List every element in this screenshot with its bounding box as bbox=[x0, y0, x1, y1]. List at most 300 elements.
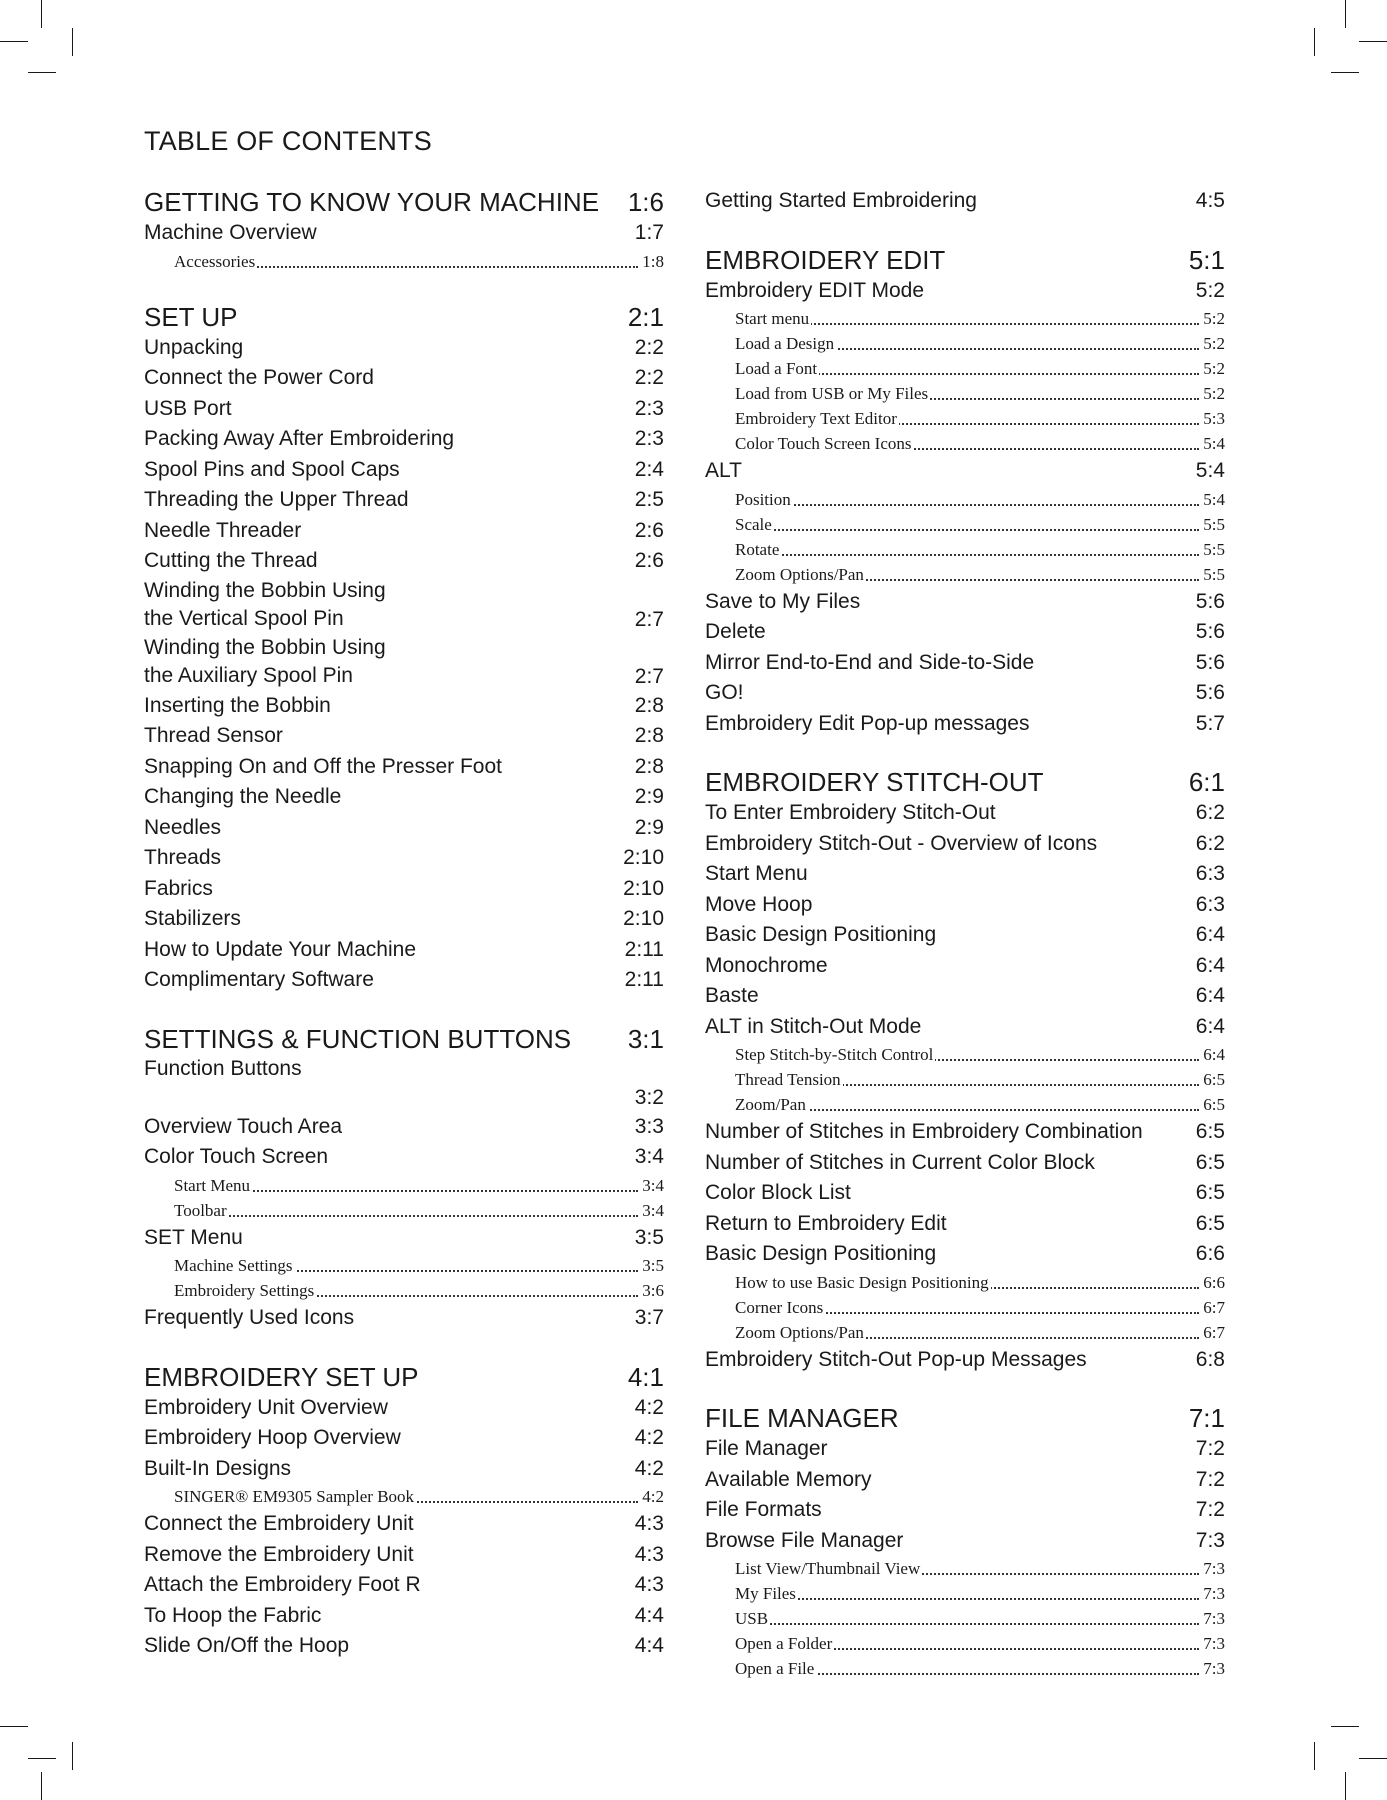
toc-subentry[interactable] bbox=[144, 1484, 664, 1509]
toc-entry[interactable] bbox=[144, 1112, 664, 1143]
toc-section-heading[interactable] bbox=[705, 766, 1225, 798]
toc-entry[interactable] bbox=[144, 546, 664, 577]
entry-page: 6:4 bbox=[1195, 984, 1225, 1007]
entry-page: 2:4 bbox=[634, 457, 664, 481]
entry-title: Overview Touch Area bbox=[144, 1114, 343, 1138]
entry-page: 3:7 bbox=[634, 1306, 664, 1329]
entry-title: Baste bbox=[705, 984, 759, 1007]
subentry-title: How to use Basic Design Positioning bbox=[735, 1272, 989, 1292]
entry-page: 2:10 bbox=[623, 907, 664, 930]
entry-page: 6:3 bbox=[1195, 862, 1225, 885]
entry-title: Color Touch Screen bbox=[144, 1145, 329, 1168]
entry-page: 2:7 bbox=[634, 607, 664, 631]
entry-title: Save to My Files bbox=[705, 589, 861, 613]
dot-leader bbox=[735, 554, 1199, 556]
subentry-page: 5:4 bbox=[1203, 434, 1225, 453]
section-page: 2:1 bbox=[627, 301, 664, 332]
toc-entry[interactable] bbox=[705, 859, 1225, 890]
entry-page: 2:6 bbox=[634, 549, 664, 572]
entry-title: To Enter Embroidery Stitch-Out bbox=[705, 801, 996, 824]
toc-subentry[interactable] bbox=[144, 1278, 664, 1303]
entry-page: 2:8 bbox=[634, 724, 664, 747]
subentry-page: 5:2 bbox=[1203, 359, 1225, 378]
subentry-page: 7:3 bbox=[1203, 1609, 1225, 1628]
toc-entry[interactable] bbox=[144, 1601, 664, 1632]
toc-column-left bbox=[144, 186, 664, 1662]
toc-entry[interactable] bbox=[144, 424, 664, 455]
toc-entry[interactable] bbox=[144, 363, 664, 394]
entry-page: 7:2 bbox=[1195, 1467, 1225, 1491]
entry-title: Available Memory bbox=[705, 1467, 872, 1491]
dot-leader bbox=[735, 1598, 1199, 1600]
dot-leader bbox=[174, 1215, 638, 1217]
subentry-title: Machine Settings bbox=[174, 1256, 293, 1275]
subentry-title: Rotate bbox=[735, 539, 780, 559]
toc-section-heading[interactable] bbox=[144, 1361, 664, 1393]
crop-mark bbox=[1314, 1742, 1315, 1770]
entry-page: 5:6 bbox=[1195, 650, 1225, 674]
entry-title: SET Menu bbox=[144, 1225, 243, 1249]
entry-title: Return to Embroidery Edit bbox=[705, 1211, 947, 1235]
entry-page: 6:5 bbox=[1195, 1120, 1225, 1143]
entry-title: File Formats bbox=[705, 1498, 822, 1521]
toc-entry[interactable] bbox=[705, 829, 1225, 860]
entry-page: 2:3 bbox=[634, 396, 664, 420]
entry-title: Move Hoop bbox=[705, 892, 813, 916]
section-title: SET UP bbox=[144, 301, 238, 332]
dot-leader bbox=[735, 504, 1199, 506]
toc-entry[interactable] bbox=[144, 691, 664, 722]
subentry-page: 3:6 bbox=[642, 1281, 664, 1300]
subentry-title: Corner Icons bbox=[735, 1297, 824, 1317]
page-title: TABLE OF CONTENTS bbox=[144, 126, 432, 156]
entry-title: Stabilizers bbox=[144, 907, 241, 930]
entry-page: 1:7 bbox=[634, 221, 664, 244]
entry-title: Color Block List bbox=[705, 1181, 851, 1204]
crop-mark bbox=[72, 1742, 73, 1770]
entry-page: 4:2 bbox=[634, 1456, 664, 1480]
crop-mark bbox=[1345, 0, 1346, 28]
toc-subentry[interactable] bbox=[705, 1656, 1225, 1681]
entry-title: Cutting the Thread bbox=[144, 549, 318, 572]
crop-mark bbox=[41, 0, 42, 28]
entry-page: 6:4 bbox=[1195, 1014, 1225, 1038]
toc-entry[interactable] bbox=[144, 1540, 664, 1571]
subentry-page: 5:2 bbox=[1203, 334, 1225, 353]
toc-entry[interactable] bbox=[144, 721, 664, 752]
toc-subentry[interactable] bbox=[705, 431, 1225, 456]
entry-page: 6:3 bbox=[1195, 892, 1225, 916]
crop-mark bbox=[1331, 1726, 1359, 1727]
subentry-title: Thread Tension bbox=[735, 1070, 841, 1089]
subentry-title: Load a Design bbox=[735, 334, 835, 353]
subentry-title: Position bbox=[735, 489, 791, 509]
toc-section-heading[interactable] bbox=[144, 186, 664, 218]
entry-page: 2:9 bbox=[634, 785, 664, 808]
subentry-title: Zoom Options/Pan bbox=[735, 564, 864, 584]
entry-title: Attach the Embroidery Foot R bbox=[144, 1573, 421, 1596]
entry-title: Basic Design Positioning bbox=[705, 1242, 937, 1265]
subentry-title: Open a Folder bbox=[735, 1634, 833, 1653]
toc-entry[interactable] bbox=[705, 1012, 1225, 1043]
toc-entry[interactable] bbox=[705, 709, 1225, 740]
subentry-title: Zoom Options/Pan bbox=[735, 1322, 864, 1342]
entry-title: How to Update Your Machine bbox=[144, 937, 417, 961]
subentry-page: 6:7 bbox=[1203, 1297, 1225, 1317]
entry-title: Browse File Manager bbox=[705, 1528, 904, 1552]
entry-page: 2:2 bbox=[634, 366, 664, 389]
section-page: 6:1 bbox=[1188, 767, 1225, 797]
subentry-page: 6:5 bbox=[1203, 1070, 1225, 1089]
entry-title: Function Buttons bbox=[144, 1056, 302, 1080]
entry-title: To Hoop the Fabric bbox=[144, 1603, 322, 1627]
subentry-page: 5:5 bbox=[1203, 514, 1225, 534]
toc-entry[interactable] bbox=[705, 1239, 1225, 1270]
subentry-page: 3:5 bbox=[642, 1256, 664, 1275]
entry-title: Snapping On and Off the Presser Foot bbox=[144, 754, 502, 778]
entry-title: Number of Stitches in Embroidery Combination bbox=[705, 1120, 1143, 1143]
toc-subentry[interactable] bbox=[144, 1253, 664, 1278]
toc-entry[interactable] bbox=[705, 1434, 1225, 1465]
subentry-title: Embroidery Settings bbox=[174, 1281, 315, 1300]
toc-entry[interactable] bbox=[705, 1209, 1225, 1240]
subentry-title: USB bbox=[735, 1609, 769, 1628]
entry-title: Thread Sensor bbox=[144, 724, 283, 747]
subentry-title: Step Stitch-by-Stitch Control bbox=[735, 1045, 934, 1064]
toc-entry[interactable] bbox=[705, 1465, 1225, 1496]
subentry-title: Open a File bbox=[735, 1659, 815, 1678]
toc-entry[interactable] bbox=[144, 965, 664, 996]
entry-title: Connect the Embroidery Unit bbox=[144, 1512, 414, 1535]
toc-entry[interactable] bbox=[705, 1148, 1225, 1179]
subentry-page: 1:8 bbox=[642, 251, 664, 271]
subentry-title: Load from USB or My Files bbox=[735, 384, 929, 403]
entry-page: 7:3 bbox=[1195, 1528, 1225, 1552]
toc-subentry[interactable] bbox=[705, 406, 1225, 431]
toc-subentry[interactable] bbox=[144, 1198, 664, 1223]
toc-entry[interactable] bbox=[144, 516, 664, 547]
toc-section-heading[interactable] bbox=[705, 244, 1225, 276]
section-page: 3:1 bbox=[627, 1023, 664, 1054]
crop-mark bbox=[1359, 41, 1387, 42]
entry-page: 6:8 bbox=[1195, 1347, 1225, 1371]
entry-page: 2:6 bbox=[634, 518, 664, 542]
toc-entry[interactable] bbox=[705, 617, 1225, 648]
entry-page: 6:4 bbox=[1195, 953, 1225, 977]
entry-title: Basic Design Positioning bbox=[705, 923, 937, 946]
crop-mark bbox=[28, 1758, 56, 1759]
toc-column-right bbox=[705, 186, 1225, 1681]
subentry-title: Scale bbox=[735, 514, 772, 534]
toc-entry[interactable] bbox=[144, 782, 664, 813]
toc-entry[interactable] bbox=[705, 981, 1225, 1012]
entry-title: Winding the Bobbin Using the Auxiliary Spool Pin bbox=[144, 635, 386, 687]
toc-entry[interactable] bbox=[144, 455, 664, 486]
entry-title: Unpacking bbox=[144, 335, 244, 359]
entry-page: 2:10 bbox=[623, 876, 664, 900]
entry-page: 2:11 bbox=[624, 937, 664, 961]
entry-title: Threads bbox=[144, 846, 222, 869]
toc-entry[interactable] bbox=[144, 1303, 664, 1334]
subentry-page: 3:4 bbox=[642, 1200, 664, 1220]
toc-subentry[interactable] bbox=[705, 1320, 1225, 1345]
entry-title: Embroidery Stitch-Out - Overview of Icons bbox=[705, 831, 1098, 855]
subentry-title: Toolbar bbox=[174, 1200, 227, 1220]
entry-title: Inserting the Bobbin bbox=[144, 693, 331, 717]
toc-section-heading[interactable] bbox=[144, 301, 664, 333]
subentry-page: 5:4 bbox=[1203, 489, 1225, 509]
section-title: EMBROIDERY STITCH-OUT bbox=[705, 767, 1044, 797]
entry-page: 2:2 bbox=[634, 335, 664, 359]
subentry-page: 5:5 bbox=[1203, 564, 1225, 584]
subentry-title: SINGER® EM9305 Sampler Book bbox=[174, 1487, 415, 1506]
crop-mark bbox=[1359, 1758, 1387, 1759]
toc-entry[interactable] bbox=[144, 843, 664, 874]
entry-page: 2:10 bbox=[623, 846, 664, 869]
toc-subentry[interactable] bbox=[705, 1042, 1225, 1067]
entry-page: 6:6 bbox=[1195, 1242, 1225, 1265]
entry-title: File Manager bbox=[705, 1437, 828, 1460]
subentry-page: 5:2 bbox=[1203, 309, 1225, 328]
entry-page: 2:5 bbox=[634, 488, 664, 511]
entry-title: Mirror End-to-End and Side-to-Side bbox=[705, 650, 1035, 674]
entry-page: 2:9 bbox=[634, 815, 664, 839]
subentry-title: Start Menu bbox=[174, 1175, 251, 1195]
toc-section-heading[interactable] bbox=[705, 1402, 1225, 1434]
entry-page: 4:4 bbox=[634, 1603, 664, 1627]
dot-leader bbox=[735, 529, 1199, 531]
toc-entry[interactable] bbox=[144, 1509, 664, 1540]
toc-subentry[interactable] bbox=[705, 356, 1225, 381]
toc-entry[interactable] bbox=[705, 1178, 1225, 1209]
section-title: EMBROIDERY EDIT bbox=[705, 244, 946, 275]
entry-page: 5:6 bbox=[1195, 589, 1225, 613]
entry-title: Machine Overview bbox=[144, 221, 317, 244]
entry-title: ALT bbox=[705, 459, 742, 482]
toc-subentry[interactable] bbox=[705, 1606, 1225, 1631]
entry-page: 2:7 bbox=[634, 664, 664, 688]
entry-page: 4:3 bbox=[634, 1573, 664, 1596]
entry-title: Embroidery EDIT Mode bbox=[705, 278, 925, 302]
subentry-page: 7:3 bbox=[1203, 1584, 1225, 1603]
entry-title: Winding the Bobbin Using the Vertical Spool Pin bbox=[144, 578, 386, 630]
entry-page: 7:2 bbox=[1195, 1498, 1225, 1521]
toc-subentry[interactable] bbox=[705, 1092, 1225, 1117]
subentry-page: 7:3 bbox=[1203, 1559, 1225, 1578]
toc-entry[interactable] bbox=[705, 587, 1225, 618]
toc-entry[interactable] bbox=[144, 752, 664, 783]
entry-title: Complimentary Software bbox=[144, 968, 374, 991]
entry-page: 5:6 bbox=[1195, 681, 1225, 704]
entry-page: 5:4 bbox=[1195, 459, 1225, 482]
toc-entry[interactable] bbox=[705, 186, 1225, 217]
subentry-page: 6:4 bbox=[1203, 1045, 1225, 1064]
toc-subentry[interactable] bbox=[705, 1581, 1225, 1606]
toc-entry[interactable] bbox=[705, 1495, 1225, 1526]
toc-entry[interactable] bbox=[705, 951, 1225, 982]
crop-mark bbox=[72, 28, 73, 56]
toc-entry[interactable] bbox=[144, 935, 664, 966]
entry-title: Remove the Embroidery Unit bbox=[144, 1542, 414, 1566]
entry-page: 5:7 bbox=[1195, 711, 1225, 735]
entry-page: 4:5 bbox=[1195, 189, 1225, 212]
section-title: GETTING TO KNOW YOUR MACHINE bbox=[144, 187, 600, 217]
subentry-title: My Files bbox=[735, 1584, 796, 1603]
entry-page: 6:5 bbox=[1195, 1150, 1225, 1174]
entry-title: Embroidery Hoop Overview bbox=[144, 1426, 401, 1449]
toc-entry[interactable] bbox=[705, 276, 1225, 307]
entry-title: Embroidery Unit Overview bbox=[144, 1395, 388, 1419]
subentry-page: 7:3 bbox=[1203, 1634, 1225, 1653]
toc-entry[interactable] bbox=[144, 874, 664, 905]
entry-page: 4:3 bbox=[634, 1512, 664, 1535]
toc-entry[interactable] bbox=[144, 394, 664, 425]
entry-page: 2:3 bbox=[634, 427, 664, 450]
toc-subentry[interactable] bbox=[144, 1173, 664, 1198]
toc-entry[interactable] bbox=[144, 1570, 664, 1601]
subentry-title: Start menu bbox=[735, 309, 810, 328]
toc-subentry[interactable] bbox=[144, 249, 664, 274]
toc-subentry[interactable] bbox=[705, 306, 1225, 331]
section-page: 5:1 bbox=[1188, 244, 1225, 275]
entry-title: Threading the Upper Thread bbox=[144, 488, 409, 511]
entry-page: 5:6 bbox=[1195, 620, 1225, 643]
toc-entry[interactable] bbox=[144, 1454, 664, 1485]
subentry-page: 6:6 bbox=[1203, 1272, 1225, 1292]
section-page: 1:6 bbox=[627, 187, 664, 217]
toc-entry[interactable] bbox=[144, 1423, 664, 1454]
entry-title: Embroidery Stitch-Out Pop-up Messages bbox=[705, 1347, 1087, 1371]
entry-page: 4:4 bbox=[634, 1634, 664, 1657]
subentry-page: 7:3 bbox=[1203, 1659, 1225, 1678]
subentry-title: Accessories bbox=[174, 251, 256, 271]
subentry-title: Color Touch Screen Icons bbox=[735, 434, 912, 453]
entry-page: 4:2 bbox=[634, 1395, 664, 1419]
entry-title: Frequently Used Icons bbox=[144, 1306, 355, 1329]
toc-subentry[interactable] bbox=[705, 512, 1225, 537]
entry-page: 2:11 bbox=[624, 968, 664, 991]
entry-title: Start Menu bbox=[705, 862, 808, 885]
crop-mark bbox=[0, 1726, 28, 1727]
toc-subentry[interactable] bbox=[705, 1631, 1225, 1656]
toc-subentry[interactable] bbox=[705, 487, 1225, 512]
toc-subentry[interactable] bbox=[705, 1295, 1225, 1320]
toc-entry[interactable] bbox=[705, 456, 1225, 487]
toc-entry[interactable] bbox=[705, 798, 1225, 829]
subentry-page: 6:5 bbox=[1203, 1095, 1225, 1114]
toc-subentry[interactable] bbox=[705, 562, 1225, 587]
entry-page: 6:2 bbox=[1195, 801, 1225, 824]
entry-page: 2:8 bbox=[634, 754, 664, 778]
crop-mark bbox=[1331, 72, 1359, 73]
entry-title: Changing the Needle bbox=[144, 785, 342, 808]
entry-title: Getting Started Embroidering bbox=[705, 189, 977, 212]
entry-page: 5:2 bbox=[1195, 278, 1225, 302]
toc-entry[interactable] bbox=[705, 1117, 1225, 1148]
entry-title: ALT in Stitch-Out Mode bbox=[705, 1014, 922, 1038]
crop-mark bbox=[28, 72, 56, 73]
entry-page: 3:3 bbox=[634, 1114, 664, 1138]
entry-page: 6:5 bbox=[1195, 1181, 1225, 1204]
entry-page: 3:2 bbox=[634, 1085, 664, 1109]
toc-subentry[interactable] bbox=[705, 1556, 1225, 1581]
subentry-page: 5:5 bbox=[1203, 539, 1225, 559]
toc-entry[interactable] bbox=[144, 904, 664, 935]
section-page: 4:1 bbox=[627, 1361, 664, 1392]
toc-entry[interactable] bbox=[705, 890, 1225, 921]
subentry-title: List View/Thumbnail View bbox=[735, 1559, 921, 1578]
toc-entry[interactable] bbox=[705, 1345, 1225, 1376]
crop-mark bbox=[0, 41, 28, 42]
entry-title: Slide On/Off the Hoop bbox=[144, 1634, 350, 1657]
entry-page: 6:5 bbox=[1195, 1211, 1225, 1235]
section-title: EMBROIDERY SET UP bbox=[144, 1361, 419, 1392]
toc-entry[interactable] bbox=[144, 1055, 664, 1112]
entry-title: Number of Stitches in Current Color Block bbox=[705, 1150, 1095, 1174]
toc-entry[interactable] bbox=[144, 333, 664, 364]
entry-page: 6:2 bbox=[1195, 831, 1225, 855]
entry-title: USB Port bbox=[144, 396, 232, 420]
entry-title: Delete bbox=[705, 620, 766, 643]
toc-entry[interactable] bbox=[144, 1393, 664, 1424]
toc-section-heading[interactable] bbox=[144, 1023, 664, 1055]
entry-title: Connect the Power Cord bbox=[144, 366, 374, 389]
toc-entry[interactable] bbox=[705, 648, 1225, 679]
entry-title: Spool Pins and Spool Caps bbox=[144, 457, 400, 481]
entry-page: 2:8 bbox=[634, 693, 664, 717]
section-page: 7:1 bbox=[1188, 1403, 1225, 1433]
subentry-page: 6:7 bbox=[1203, 1322, 1225, 1342]
subentry-page: 3:4 bbox=[642, 1175, 664, 1195]
toc-entry[interactable] bbox=[144, 813, 664, 844]
entry-title: Packing Away After Embroidering bbox=[144, 427, 455, 450]
entry-page: 3:5 bbox=[634, 1225, 664, 1249]
toc-subentry[interactable] bbox=[705, 1067, 1225, 1092]
dot-leader bbox=[735, 1623, 1199, 1625]
toc-subentry[interactable] bbox=[705, 331, 1225, 356]
toc-entry[interactable] bbox=[144, 1142, 664, 1173]
entry-page: 4:2 bbox=[634, 1426, 664, 1449]
crop-mark bbox=[1345, 1772, 1346, 1800]
entry-page: 4:3 bbox=[634, 1542, 664, 1566]
crop-mark bbox=[1314, 28, 1315, 56]
entry-title: Fabrics bbox=[144, 876, 213, 900]
toc-subentry[interactable] bbox=[705, 1270, 1225, 1295]
toc-entry[interactable] bbox=[144, 1631, 664, 1662]
toc-entry[interactable] bbox=[144, 577, 664, 634]
entry-page: 3:4 bbox=[634, 1145, 664, 1168]
entry-title: Needles bbox=[144, 815, 222, 839]
toc-entry[interactable] bbox=[144, 634, 664, 691]
toc-entry[interactable] bbox=[705, 1526, 1225, 1557]
toc-entry[interactable] bbox=[705, 920, 1225, 951]
toc-entry[interactable] bbox=[144, 485, 664, 516]
toc-entry[interactable] bbox=[144, 218, 664, 249]
toc-entry[interactable] bbox=[144, 1223, 664, 1254]
crop-mark bbox=[41, 1772, 42, 1800]
toc-subentry[interactable] bbox=[705, 381, 1225, 406]
subentry-title: Load a Font bbox=[735, 359, 818, 378]
toc-subentry[interactable] bbox=[705, 537, 1225, 562]
entry-title: Needle Threader bbox=[144, 518, 302, 542]
section-title: SETTINGS & FUNCTION BUTTONS bbox=[144, 1023, 572, 1054]
entry-title: GO! bbox=[705, 681, 744, 704]
entry-page: 7:2 bbox=[1195, 1437, 1225, 1460]
section-title: FILE MANAGER bbox=[705, 1403, 899, 1433]
entry-title: Built-In Designs bbox=[144, 1456, 292, 1480]
entry-title: Monochrome bbox=[705, 953, 828, 977]
toc-entry[interactable] bbox=[705, 678, 1225, 709]
